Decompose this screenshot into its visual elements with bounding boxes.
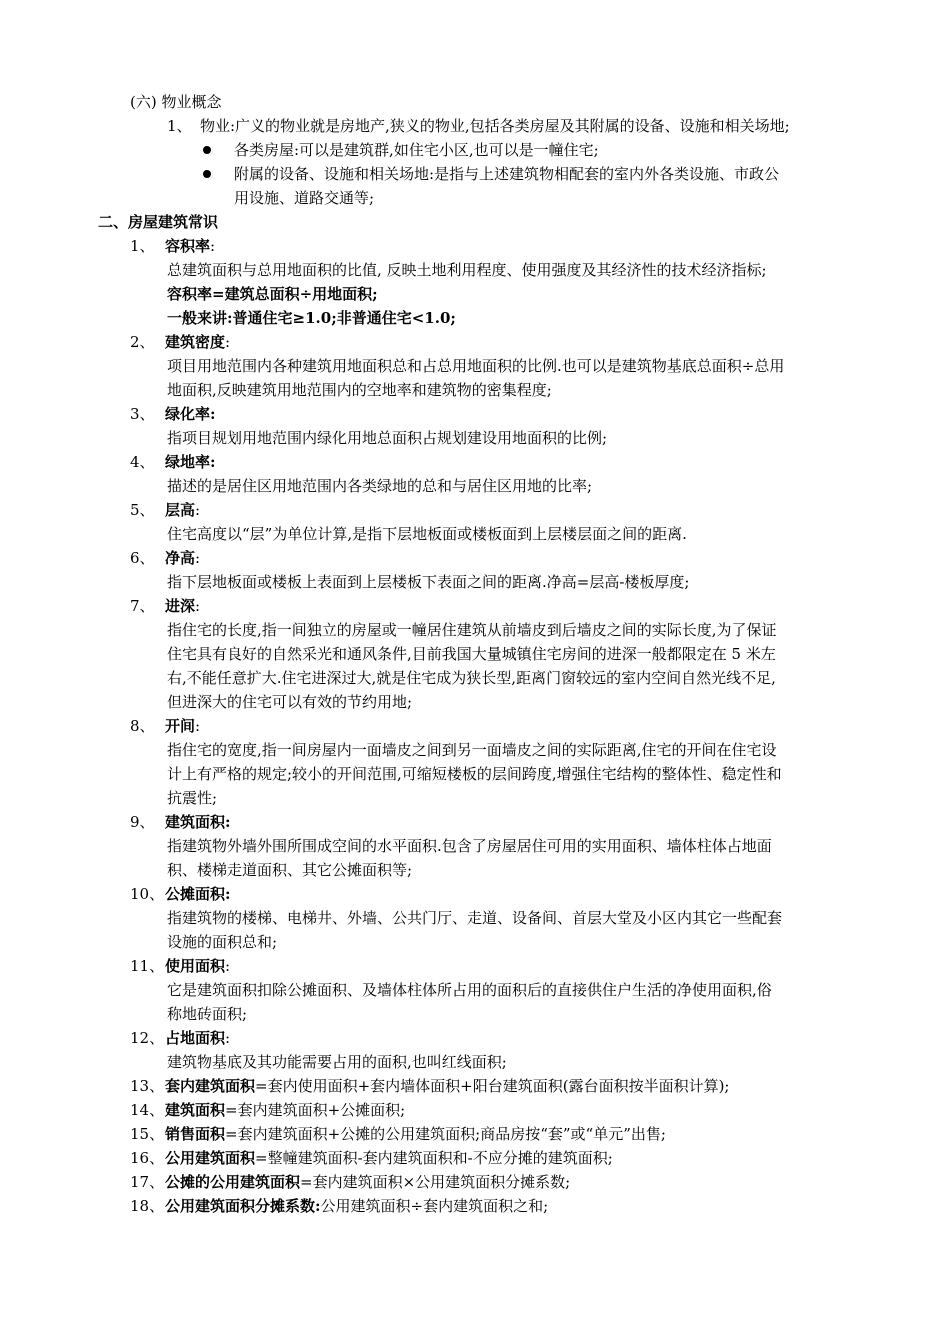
item-term: 使用面积 bbox=[165, 957, 226, 975]
item-term: 公用建筑面积分摊系数: bbox=[165, 1197, 321, 1215]
bullet-dot-icon bbox=[203, 146, 211, 154]
item-desc: 建筑物基底及其功能需要占用的面积,也叫红线面积; bbox=[167, 1053, 507, 1071]
item-term: 绿化率: bbox=[165, 405, 216, 423]
item-number: 11、 bbox=[130, 957, 165, 975]
item-number: 9、 bbox=[130, 813, 155, 831]
item-desc-formula: 容积率=建筑总面积÷用地面积; bbox=[167, 285, 378, 303]
item-desc: 总建筑面积与总用地面积的比值, 反映土地利用程度、使用强度及其经济性的技术经济指标; bbox=[167, 261, 767, 279]
item-heading bbox=[165, 330, 230, 354]
item-rest: =套内建筑面积+公摊的公用建筑面积;商品房按“套”或“单元”出售; bbox=[225, 1125, 666, 1143]
item-colon: : bbox=[195, 717, 201, 735]
item-rest: =整幢建筑面积-套内建筑面积和-不应分摊的建筑面积; bbox=[255, 1149, 613, 1167]
item-formula bbox=[165, 1146, 613, 1170]
item-number: 15、 bbox=[130, 1125, 165, 1143]
item-term: 净高 bbox=[165, 549, 196, 567]
item-number: 5、 bbox=[130, 501, 155, 519]
item-colon: : bbox=[195, 597, 201, 615]
item-rest: =套内使用面积+套内墙体面积+阳台建筑面积(露台面积按半面积计算); bbox=[255, 1077, 730, 1095]
item-term: 建筑面积: bbox=[165, 813, 231, 831]
item-desc: 但进深大的住宅可以有效的节约用地; bbox=[167, 693, 413, 711]
section6-title: (六) 物业概念 bbox=[130, 93, 222, 111]
section6-item1-text: 物业:广义的物业就是房地产,狭义的物业,包括各类房屋及其附属的设备、设施和相关场地; bbox=[200, 117, 790, 135]
section6-item1-number: 1、 bbox=[167, 117, 192, 135]
item-desc: 指建筑物的楼梯、电梯井、外墙、公共门厅、走道、设备间、首层大堂及小区内其它一些配套 bbox=[167, 909, 783, 927]
item-heading bbox=[165, 714, 200, 738]
item-rest: =套内建筑面积+公摊面积; bbox=[225, 1101, 406, 1119]
item-colon: : bbox=[195, 549, 201, 567]
item-term: 占地面积 bbox=[165, 1029, 226, 1047]
item-number: 4、 bbox=[130, 453, 155, 471]
item-desc: 项目用地范围内各种建筑用地面积总和占总用地面积的比例.也可以是建筑物基底总面积÷总用 bbox=[167, 357, 785, 375]
item-heading bbox=[165, 450, 216, 474]
item-desc: 右,不能任意扩大.住宅进深过大,就是住宅成为狭长型,距离门窗较远的室内空间自然光线不足, bbox=[167, 669, 776, 687]
item-formula bbox=[165, 1098, 405, 1122]
item-number: 1、 bbox=[130, 237, 155, 255]
item-heading bbox=[165, 546, 200, 570]
item-number: 17、 bbox=[130, 1173, 165, 1191]
item-term: 建筑面积 bbox=[165, 1101, 226, 1119]
item-desc: 设施的面积总和; bbox=[167, 933, 278, 951]
item-number: 12、 bbox=[130, 1029, 165, 1047]
item-desc: 住宅高度以“层”为单位计算,是指下层地板面或楼板面到上层楼层面之间的距离. bbox=[167, 525, 687, 543]
item-term: 套内建筑面积 bbox=[165, 1077, 256, 1095]
item-term: 绿地率: bbox=[165, 453, 216, 471]
item-rest: 公用建筑面积÷套内建筑面积之和; bbox=[320, 1197, 549, 1215]
item-colon: : bbox=[225, 333, 231, 351]
bullet-dot-icon bbox=[203, 170, 211, 178]
item-term: 容积率 bbox=[165, 237, 211, 255]
item-formula bbox=[165, 1170, 570, 1194]
item-desc: 描述的是居住区用地范围内各类绿地的总和与居住区用地的比率; bbox=[167, 477, 593, 495]
item-desc: 住宅具有良好的自然采光和通风条件,目前我国大量城镇住宅房间的进深一般都限定在 5 米左 bbox=[167, 645, 776, 663]
section6-bullet2-line2: 用设施、道路交通等; bbox=[234, 189, 375, 207]
item-number: 6、 bbox=[130, 549, 155, 567]
item-desc: 指项目规划用地范围内绿化用地总面积占规划建设用地面积的比例; bbox=[167, 429, 608, 447]
section6-bullet2-line1: 附属的设备、设施和相关场地:是指与上述建筑物相配套的室内外各类设施、市政公 bbox=[234, 165, 780, 183]
item-number: 13、 bbox=[130, 1077, 165, 1095]
item-term: 进深 bbox=[165, 597, 196, 615]
item-formula bbox=[165, 1194, 548, 1218]
item-term: 公摊面积: bbox=[165, 885, 231, 903]
item-rest: =套内建筑面积×公用建筑面积分摊系数; bbox=[300, 1173, 571, 1191]
item-number: 18、 bbox=[130, 1197, 165, 1215]
item-colon: : bbox=[225, 1029, 231, 1047]
item-desc: 计上有严格的规定;较小的开间范围,可缩短楼板的层间跨度,增强住宅结构的整体性、稳定性和 bbox=[167, 765, 782, 783]
item-heading bbox=[165, 810, 231, 834]
item-desc: 指下层地板面或楼板上表面到上层楼板下表面之间的距离.净高=层高-楼板厚度; bbox=[167, 573, 690, 591]
item-desc: 地面积,反映建筑用地范围内的空地率和建筑物的密集程度; bbox=[167, 381, 552, 399]
item-term: 销售面积 bbox=[165, 1125, 226, 1143]
section2-title: 二、房屋建筑常识 bbox=[98, 213, 219, 231]
item-term: 公摊的公用建筑面积 bbox=[165, 1173, 301, 1191]
item-desc: 它是建筑面积扣除公摊面积、及墙体柱体所占用的面积后的直接供住户生活的净使用面积,俗 bbox=[167, 981, 772, 999]
item-number: 10、 bbox=[130, 885, 165, 903]
item-term: 建筑密度 bbox=[165, 333, 226, 351]
item-number: 2、 bbox=[130, 333, 155, 351]
item-heading bbox=[165, 594, 200, 618]
item-colon: : bbox=[210, 237, 216, 255]
item-formula bbox=[165, 1122, 666, 1146]
item-colon: : bbox=[195, 501, 201, 519]
item-number: 14、 bbox=[130, 1101, 165, 1119]
item-desc-note: 一般来讲:普通住宅≥1.0;非普通住宅<1.0; bbox=[167, 309, 456, 327]
item-desc: 称地砖面积; bbox=[167, 1005, 248, 1023]
item-heading bbox=[165, 402, 216, 426]
item-heading bbox=[165, 234, 215, 258]
item-term: 开间 bbox=[165, 717, 196, 735]
item-formula bbox=[165, 1074, 729, 1098]
item-heading bbox=[165, 1026, 230, 1050]
item-number: 8、 bbox=[130, 717, 155, 735]
item-heading bbox=[165, 882, 231, 906]
item-desc: 指住宅的宽度,指一间房屋内一面墙皮之间到另一面墙皮之间的实际距离,住宅的开间在住宅设 bbox=[167, 741, 777, 759]
item-number: 7、 bbox=[130, 597, 155, 615]
item-term: 公用建筑面积 bbox=[165, 1149, 256, 1167]
item-colon: : bbox=[225, 957, 231, 975]
item-heading bbox=[165, 498, 200, 522]
item-desc: 指住宅的长度,指一间独立的房屋或一幢居住建筑从前墙皮到后墙皮之间的实际长度,为了保证 bbox=[167, 621, 777, 639]
item-desc: 抗震性; bbox=[167, 789, 218, 807]
item-number: 16、 bbox=[130, 1149, 165, 1167]
item-heading bbox=[165, 954, 230, 978]
section6-bullet1: 各类房屋:可以是建筑群,如住宅小区,也可以是一幢住宅; bbox=[234, 141, 599, 159]
item-term: 层高 bbox=[165, 501, 196, 519]
item-desc: 积、楼梯走道面积、其它公摊面积等; bbox=[167, 861, 413, 879]
item-number: 3、 bbox=[130, 405, 155, 423]
item-desc: 指建筑物外墙外围所围成空间的水平面积.包含了房屋居住可用的实用面积、墙体柱体占地面 bbox=[167, 837, 772, 855]
